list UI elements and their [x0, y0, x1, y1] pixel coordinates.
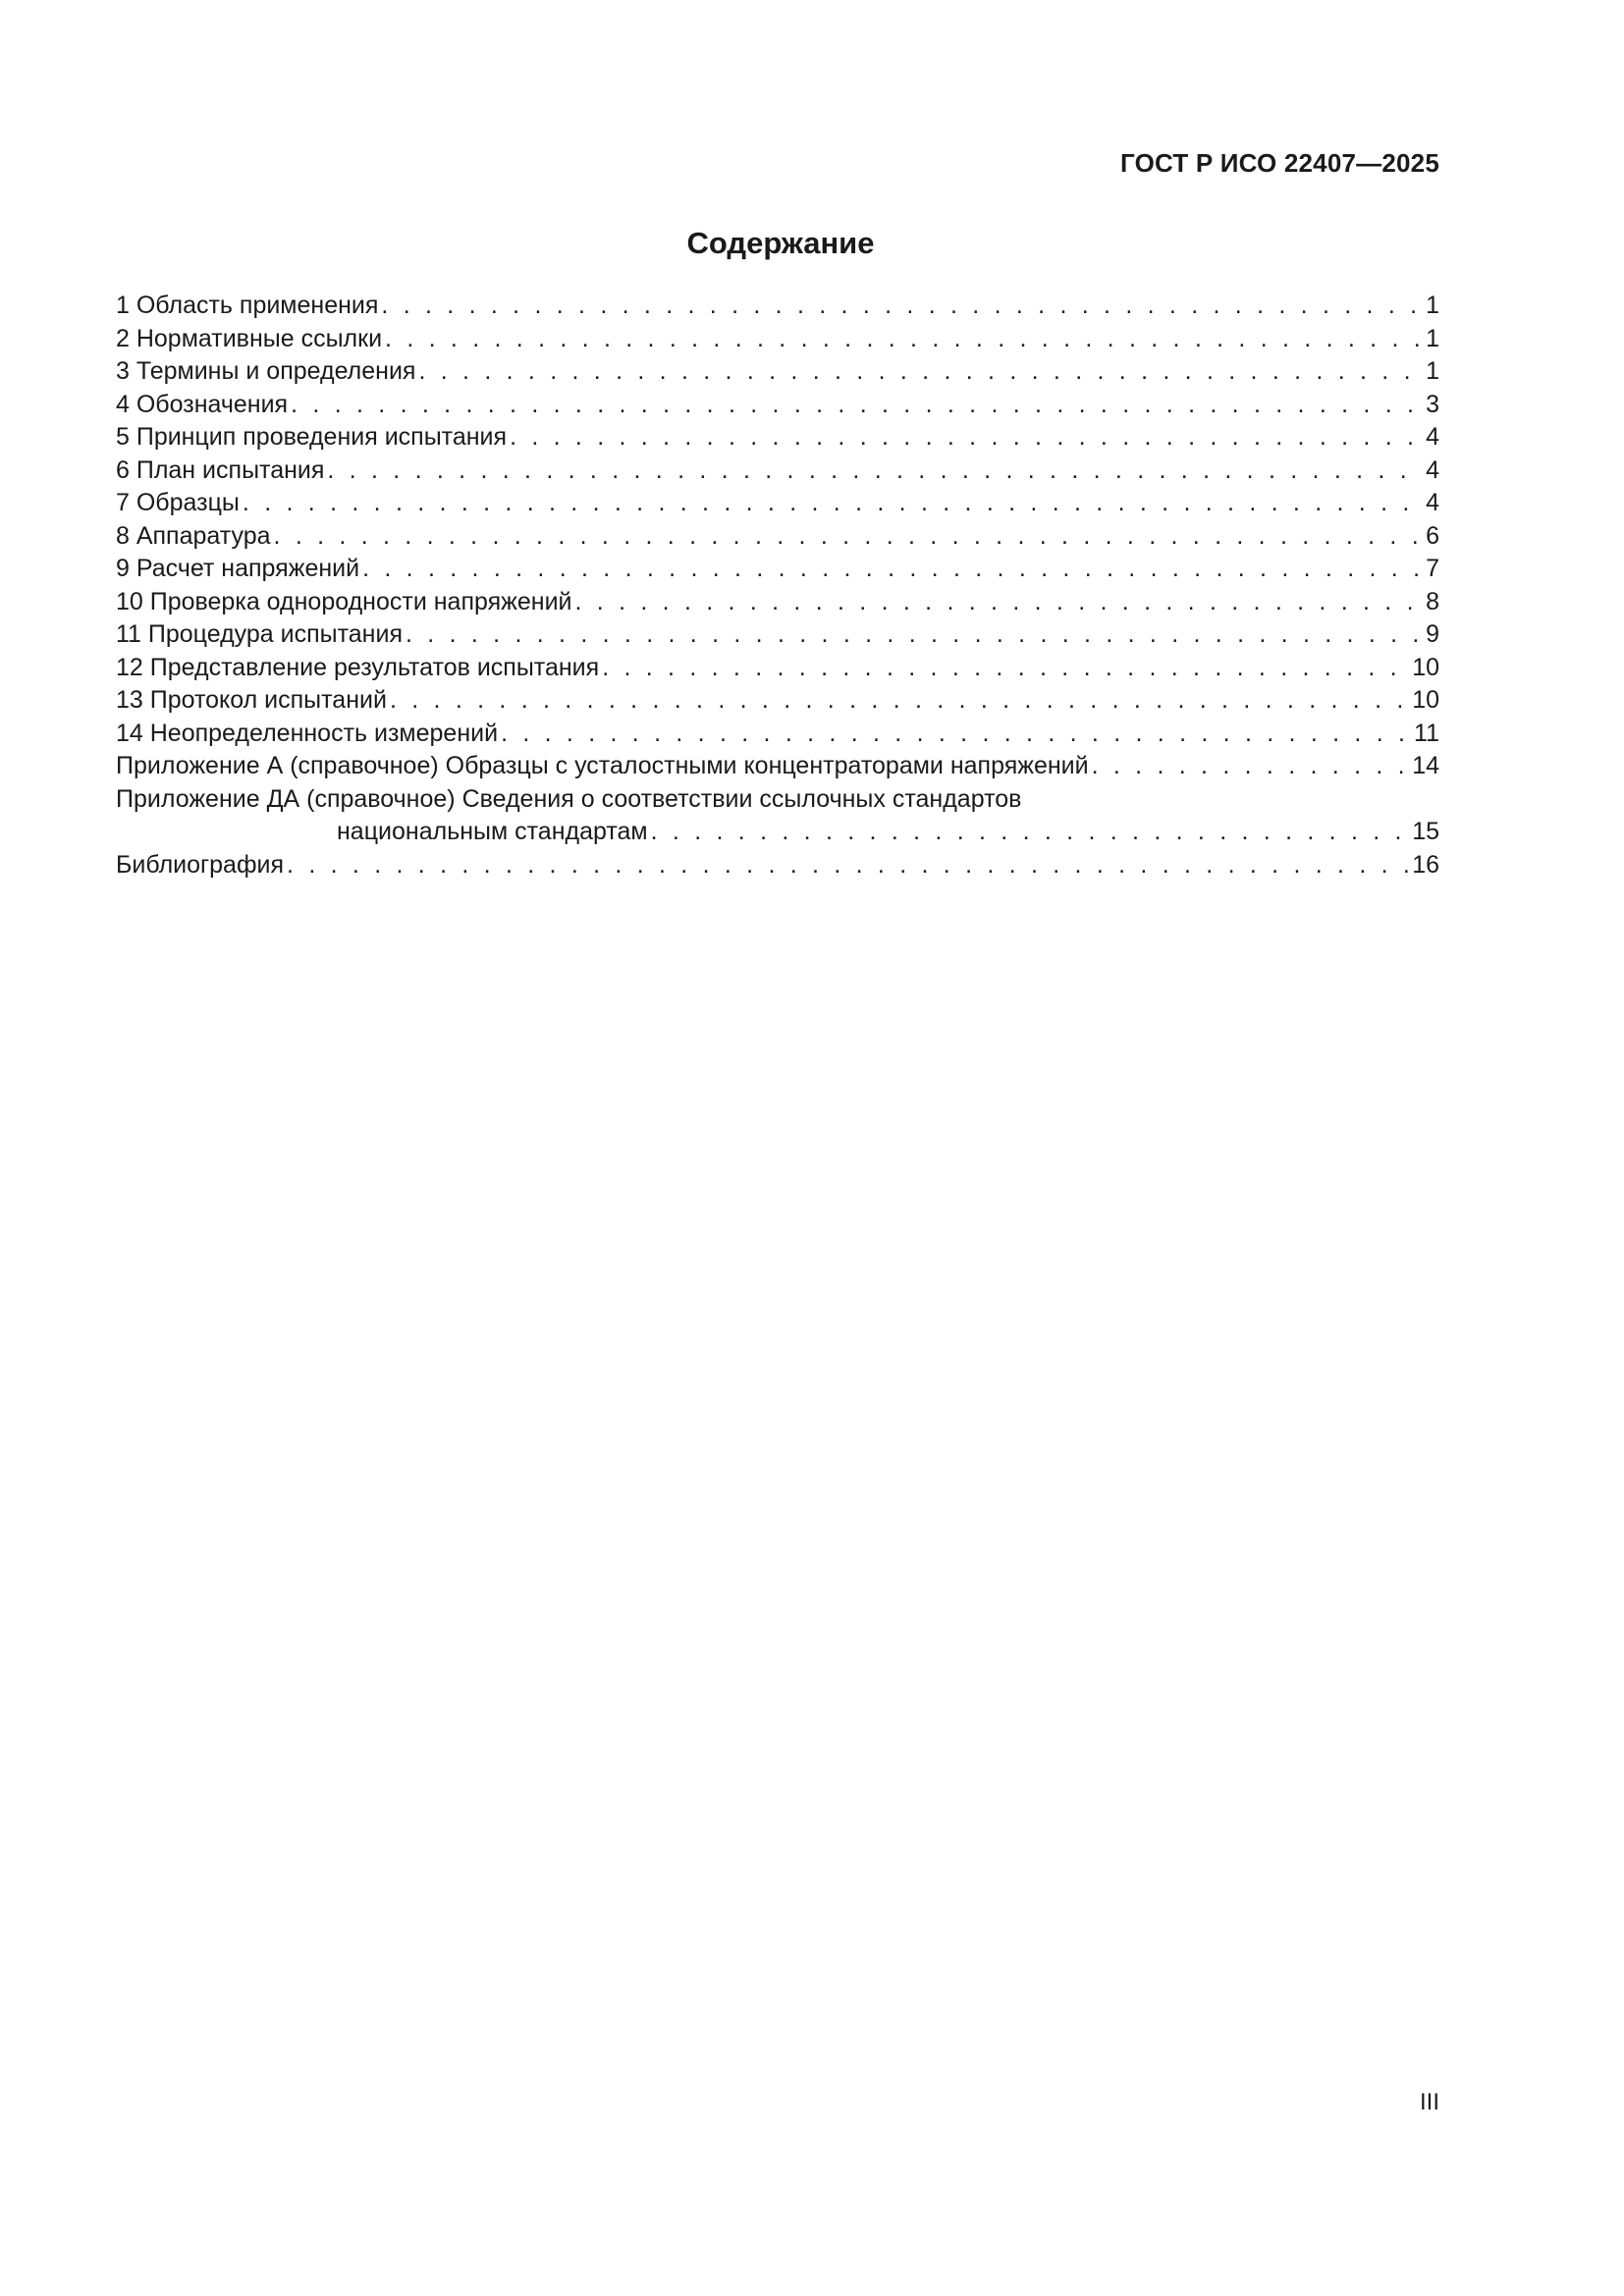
toc-entry-label: 3 Термины и определения [116, 357, 416, 385]
toc-entry-page: 7 [1426, 555, 1439, 582]
dot-leader [651, 816, 1410, 849]
toc-entry-test-principle[interactable] [116, 421, 1439, 454]
toc-entry-label: 11 Процедура испытания [116, 620, 403, 648]
dot-leader [575, 586, 1424, 619]
dot-leader [274, 520, 1424, 554]
toc-entry-page: 1 [1426, 292, 1439, 319]
dot-leader [243, 487, 1423, 520]
toc-entry-normative-references[interactable] [116, 323, 1439, 356]
table-of-contents [116, 290, 1439, 881]
toc-entry-page: 10 [1412, 686, 1439, 714]
dot-leader [327, 454, 1423, 488]
toc-entry-label: 2 Нормативные ссылки [116, 324, 383, 352]
toc-entry-label: 14 Неопределенность измерений [116, 719, 499, 747]
dot-leader [390, 684, 1409, 718]
dot-leader [418, 355, 1423, 389]
dot-leader [1092, 750, 1410, 783]
toc-entry-page: 3 [1426, 390, 1439, 418]
toc-entry-label: 10 Проверка однородности напряжений [116, 587, 572, 615]
toc-entry-results[interactable] [116, 652, 1439, 685]
toc-entry-terms-definitions[interactable] [116, 355, 1439, 389]
toc-entry-label: национальным стандартам [337, 818, 648, 845]
toc-entry-page: 4 [1426, 455, 1439, 484]
toc-entry-stress-uniformity[interactable] [116, 586, 1439, 619]
toc-entry-label: 1 Область применения [116, 292, 379, 319]
toc-title: Содержание [686, 226, 875, 260]
page-number: III [1419, 2089, 1439, 2115]
toc-entry-annex-a[interactable] [116, 750, 1439, 783]
toc-entry-label: 13 Протокол испытаний [116, 686, 387, 714]
dot-leader [287, 849, 1409, 882]
dot-leader [291, 389, 1423, 422]
toc-entry-label: 6 План испытания [116, 455, 325, 484]
toc-entry-label: 8 Аппаратура [116, 521, 271, 550]
dot-leader [381, 290, 1423, 323]
toc-entry-page: 15 [1412, 818, 1439, 845]
toc-entry-label: 5 Принцип проведения испытания [116, 423, 508, 451]
dot-leader [510, 421, 1423, 454]
toc-entry-page: 11 [1414, 719, 1439, 747]
dot-leader [385, 323, 1423, 356]
toc-entry-page: 1 [1426, 324, 1439, 352]
toc-entry-test-report[interactable] [116, 684, 1439, 718]
toc-entry-page: 1 [1426, 357, 1439, 385]
toc-entry-page: 4 [1426, 423, 1439, 451]
toc-entry-apparatus[interactable] [116, 520, 1439, 554]
toc-entry-page: 8 [1426, 587, 1439, 615]
document-code: ГОСТ Р ИСО 22407—2025 [1119, 148, 1439, 178]
toc-entry-test-plan[interactable] [116, 454, 1439, 488]
toc-entry-scope[interactable] [116, 290, 1439, 323]
toc-entry-label: Приложение А (справочное) Образцы с усталостными концентраторами напряжений [116, 752, 1089, 779]
toc-entry-specimens[interactable] [116, 487, 1439, 520]
toc-entry-label: 4 Обозначения [116, 390, 289, 418]
toc-entry-page: 9 [1426, 620, 1439, 648]
toc-entry-label: 12 Представление результатов испытания [116, 653, 600, 681]
toc-entry-page: 6 [1426, 521, 1439, 550]
toc-entry-page: 16 [1412, 850, 1439, 879]
toc-entry-symbols[interactable] [116, 389, 1439, 422]
dot-leader [501, 718, 1411, 751]
toc-entry-test-procedure[interactable] [116, 618, 1439, 652]
toc-entry-page: 14 [1412, 752, 1439, 779]
toc-entry-label: Приложение ДА (справочное) Сведения о соответствии ссылочных стандартов [116, 784, 1022, 813]
toc-entry-uncertainty[interactable] [116, 718, 1439, 751]
toc-entry-label: 9 Расчет напряжений [116, 555, 360, 582]
toc-entry-page: 4 [1426, 489, 1439, 516]
toc-entry-annex-da-line1[interactable] [116, 783, 1439, 817]
toc-entry-label: Библиография [116, 850, 285, 879]
dot-leader [406, 618, 1423, 652]
toc-entry-label: 7 Образцы [116, 489, 240, 516]
toc-entry-stress-calculation[interactable] [116, 553, 1439, 586]
toc-entry-bibliography[interactable] [116, 849, 1439, 882]
toc-entry-page: 10 [1412, 653, 1439, 681]
dot-leader [602, 652, 1409, 685]
toc-entry-annex-da-line2[interactable] [116, 816, 1439, 849]
dot-leader [362, 553, 1423, 586]
